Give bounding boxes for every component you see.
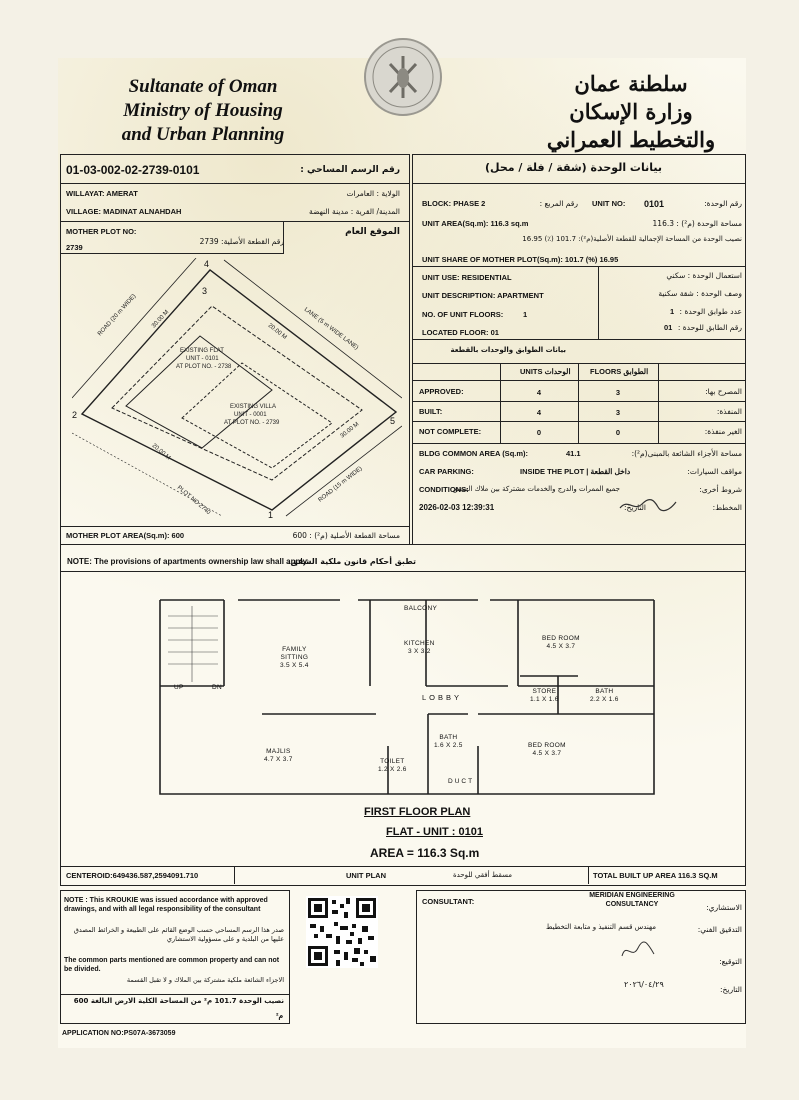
flat-label-1: EXISTING FLAT	[180, 348, 224, 354]
unit-section-title-ar: بيانات الوحدة (شقة / فلة / محل)	[484, 161, 662, 174]
conditions-value: جميع الممرات والدرج والخدمات مشتركة بين ملاك الشقق	[452, 485, 620, 493]
room-balcony	[404, 605, 437, 613]
room-name: BED ROOM	[542, 635, 580, 642]
mother-plot-ar: رقم القطعة الأصلية: 2739	[199, 237, 284, 246]
ministry-title-en	[88, 75, 318, 147]
road-bottom-label: ROAD (15 m WIDE)	[317, 465, 364, 504]
unit-use-ar: استعمال الوحدة : سكني	[666, 271, 742, 280]
room-name: BALCONY	[404, 605, 438, 612]
corner-4: 4	[204, 259, 210, 269]
conditions-ar: شروط أخرى:	[699, 485, 742, 494]
unit-no: 0101	[644, 199, 665, 209]
unit-share-ar: نصيب الوحدة من المساحة الإجمالية للقطعة الأصلية(م²): 101.7 (٪) 16.95	[522, 235, 742, 243]
corner-2: 2	[72, 410, 78, 420]
planner-signature	[618, 496, 678, 514]
room-bed-room-2	[528, 742, 566, 758]
title-ar-line-3: والتخطيط العمراني	[546, 127, 716, 152]
room-bath-2	[434, 734, 463, 750]
title-ar-line-2: وزارة الإسكان	[569, 99, 693, 124]
dim-2: 20.00 M	[266, 322, 288, 341]
room-store	[530, 688, 559, 704]
room-majlis	[264, 748, 293, 764]
room-dim: 4.5 X 3.7	[532, 750, 562, 757]
row-notcomplete-label: NOT COMPLETE:	[419, 427, 482, 436]
notice-ar: تطبق أحكام قانون ملكية الشقق.	[287, 557, 416, 566]
village: VILLAGE: MADINAT ALNAHDAH	[66, 207, 182, 216]
unit-share: UNIT SHARE OF MOTHER PLOT(Sq.m): 101.7 (%) 16.95	[422, 255, 619, 264]
consultant-box	[416, 890, 746, 1024]
floor-plan-title: FIRST FLOOR PLAN	[364, 806, 471, 818]
notice-en: NOTE: The provisions of apartments ownership law shall apply.	[67, 557, 309, 566]
survey-number: 01-03-002-02-2739-0101	[66, 163, 200, 177]
emblem-seal-icon	[362, 36, 444, 118]
dim-1: 30.00 M	[151, 309, 171, 330]
room-name: FAMILY SITTING	[280, 646, 309, 661]
unit-floors-ar: عدد طوابق الوحدة :	[679, 307, 742, 316]
dim-4: 20.00 M	[150, 442, 172, 462]
row-approved-floors: 3	[615, 388, 621, 397]
room-name: DUCT	[448, 778, 475, 785]
room-name: BATH	[439, 734, 458, 741]
survey-number-label-ar: رقم الرسم المساحي :	[300, 165, 400, 175]
date-label-ar: التاريخ:	[720, 985, 742, 994]
row-built-ar: المنفذة:	[716, 407, 742, 416]
room-family-sitting	[280, 646, 309, 670]
tech-check-ar: التدقيق الفني:	[697, 925, 742, 934]
room-dim: 1.6 X 2.5	[434, 742, 463, 749]
floor-plan-area: AREA = 116.3 Sq.m	[370, 846, 480, 860]
room-name: TOILET	[380, 758, 405, 765]
mother-plot-no: 2739	[66, 243, 83, 252]
floors-table-title-ar: بيانات الطوابق والوحدات بالقطعة	[450, 346, 566, 354]
flat-label-2: UNIT - 0101	[186, 356, 219, 362]
issue-date-ar: التاريخ:	[624, 503, 646, 512]
row-approved-label: APPROVED:	[419, 387, 464, 396]
title-line-3: and Urban Planning	[121, 124, 285, 145]
villa-label-1: EXISTING VILLA	[230, 404, 277, 410]
room-dim: 2.2 X 1.6	[590, 696, 619, 703]
room-toilet	[378, 758, 407, 774]
room-dim: 3.5 X 5.4	[280, 662, 309, 669]
consultant-signature	[618, 938, 658, 962]
note-ar-2: الاجزاء الشائعة ملكية مشتركة بين الملاك و لا تقبل القسمة	[126, 976, 284, 984]
issue-date: 2026-02-03 12:39:31	[419, 503, 495, 512]
room-lobby	[422, 694, 462, 702]
col-floors: FLOORS الطوابق	[590, 367, 649, 376]
unit-use: UNIT USE: RESIDENTIAL	[422, 273, 512, 282]
row-approved-ar: المصرح بها:	[705, 387, 742, 396]
located-floor: LOCATED FLOOR: 01	[422, 328, 499, 337]
room-name: BED ROOM	[528, 742, 566, 749]
parking-label: CAR PARKING:	[419, 467, 474, 476]
unit-no-label-ar: رقم الوحدة:	[704, 199, 742, 208]
villa-label-3: AT PLOT NO. - 2739	[224, 420, 280, 426]
room-dim: 3 X 3.2	[407, 648, 431, 655]
room-duct	[448, 778, 474, 786]
room-dim: 4.5 X 3.7	[546, 643, 576, 650]
room-bath-1	[590, 688, 619, 704]
share-note-ar: نصيب الوحدة 101.7 م² من المساحة الكلية الارض البالغة 600	[73, 997, 284, 1005]
willayat-ar: الولاية : العامرات	[346, 189, 400, 198]
consultant-label-ar: الاستشاري:	[706, 903, 742, 912]
unit-area-ar: مساحة الوحدة (م²) : 116.3	[652, 219, 742, 228]
room-dim: 4.7 X 3.7	[264, 756, 293, 763]
ministry-title-ar	[536, 70, 726, 154]
block-label-ar: رقم المربع :	[539, 199, 578, 208]
total-built-area: TOTAL BUILT UP AREA 116.3 SQ.M	[593, 871, 718, 880]
share-unit: م²	[276, 1011, 284, 1020]
row-approved-units: 4	[536, 388, 542, 397]
unit-area: UNIT AREA(Sq.m): 116.3 sq.m	[422, 219, 529, 228]
room-dim: 1.1 X 1.6	[530, 696, 559, 703]
row-built-units: 4	[536, 408, 542, 417]
centeroid: CENTEROID:649436.587,2594091.710	[66, 871, 199, 880]
application-no: APPLICATION NO:PS07A-3673059	[62, 1030, 176, 1037]
room-bed-room-1	[542, 635, 580, 651]
room-name: BATH	[595, 688, 614, 695]
title-line-2: Ministry of Housing	[123, 100, 283, 121]
common-area-value: 41.1	[566, 449, 581, 458]
located-floor-right: 01	[664, 323, 673, 332]
room-name: LOBBY	[422, 693, 463, 702]
room-kitchen	[404, 640, 435, 656]
common-area-ar: مساحة الأجزاء الشائعة بالمبنى(م²):	[631, 449, 742, 458]
consultant-name: MERIDIAN ENGINEERING CONSULTANCY	[589, 892, 675, 908]
handwritten-date: ٢٠٢٦/٠٤/٢٩	[624, 980, 664, 989]
floor-plan-flat: FLAT - UNIT : 0101	[386, 826, 483, 838]
villa-label-2: UNIT - 0001	[234, 412, 267, 418]
block: BLOCK: PHASE 2	[422, 199, 486, 208]
planner-ar: المخطط:	[712, 503, 742, 512]
note-ar-1: صدر هذا الرسم المساحي حسب الوضع القائم على الطبيعة و الخرائط المصدق عليها من البلدية و على مسؤولية الاستشاري	[73, 926, 284, 943]
site-plan-drawing	[72, 258, 402, 518]
kroukie-document	[58, 58, 746, 1048]
stair-down-label: DN	[212, 684, 222, 691]
willayat: WILLAYAT: AMERAT	[66, 189, 138, 198]
row-built-floors: 3	[615, 408, 621, 417]
mother-plot-label: MOTHER PLOT NO:	[66, 227, 137, 236]
signature-label-ar: التوقيع:	[719, 957, 742, 966]
conditions-label: CONDITIONS:	[419, 485, 469, 494]
room-dim: 1.2 X 2.6	[378, 766, 407, 773]
consultant-label: CONSULTANT:	[422, 897, 475, 906]
plot-2740-label: PLOT NO 2740	[175, 484, 212, 517]
unit-description-ar: وصف الوحدة : شقة سكنية	[658, 289, 742, 298]
unit-no-label: UNIT NO:	[592, 199, 626, 208]
note-en-1: NOTE : This KROUKIE was issued accordance with approved drawings, and with all legal responsibility of the consultant	[64, 897, 268, 913]
row-notcomplete-floors: 0	[615, 428, 621, 437]
unit-plan-label: UNIT PLAN	[346, 871, 386, 880]
room-name: KITCHEN	[404, 640, 435, 647]
village-ar: المدينة/ القرية : مدينة النهضة	[309, 207, 400, 216]
stair-up-label: UP	[174, 684, 184, 691]
qr-code-icon	[306, 896, 378, 968]
unit-floors-label: NO. OF UNIT FLOORS:	[422, 310, 504, 319]
lane-label: LANE (5 m WIDE LANE)	[302, 306, 360, 352]
dim-3: 30.00 M	[339, 421, 361, 440]
flat-label-3: AT PLOT NO. - 2738	[176, 364, 232, 370]
corner-5: 5	[390, 416, 396, 426]
mother-plot-area-ar: مساحة القطعة الأصلية (م²) : 600	[292, 531, 400, 540]
corner-1: 1	[268, 510, 274, 518]
row-built-label: BUILT:	[419, 407, 443, 416]
row-notcomplete-units: 0	[536, 428, 542, 437]
mother-plot-area: MOTHER PLOT AREA(Sq.m): 600	[66, 531, 185, 540]
located-floor-ar: رقم الطابق للوحدة :	[677, 323, 742, 332]
unit-floors-right: 1	[670, 307, 675, 316]
corner-3: 3	[202, 286, 208, 296]
room-name: STORE	[532, 688, 557, 695]
unit-plan-ar: مسقط أفقي للوحدة	[452, 871, 512, 879]
unit-description: UNIT DESCRIPTION: APARTMENT	[422, 291, 544, 300]
general-location-ar: الموقع العام	[345, 227, 400, 237]
parking-ar: مواقف السيارات:	[687, 467, 742, 476]
title-line-1: Sultanate of Oman	[128, 76, 278, 97]
common-area-label: BLDG COMMON AREA (Sq.m):	[419, 449, 529, 458]
row-notcomplete-ar: الغير منفذة:	[704, 427, 742, 436]
title-ar-line-1: سلطنة عمان	[574, 71, 688, 96]
note-en-2: The common parts mentioned are common property and can not be divided.	[64, 957, 280, 973]
col-units: UNITS الوحدات	[520, 367, 571, 376]
room-name: MAJLIS	[266, 748, 291, 755]
parking-value: INSIDE THE PLOT | داخل القطعة	[520, 467, 631, 476]
road-top-label: ROAD (20 m WIDE)	[97, 293, 138, 338]
engineer-ar: مهندس قسم التنفيذ و متابعة التخطيط	[546, 923, 656, 931]
floor-plan-drawing	[158, 586, 658, 806]
unit-floors: 1	[523, 310, 528, 319]
